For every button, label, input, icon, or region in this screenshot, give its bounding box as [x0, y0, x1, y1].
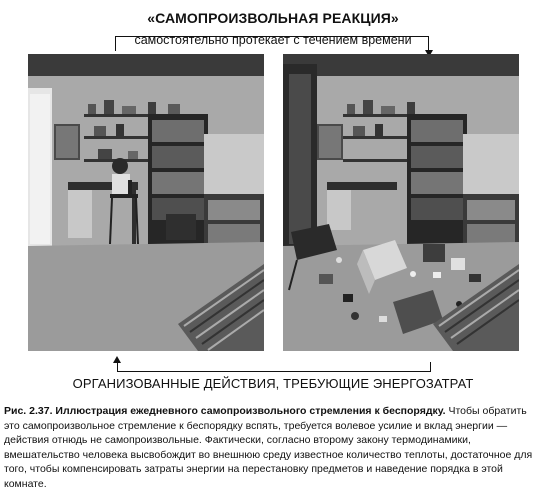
photo-messy-room [283, 54, 519, 351]
caption-lead: Рис. 2.37. Иллюстрация ежедневного самопроизвольного стремления к беспорядку. [4, 405, 446, 417]
photo-tidy-room [28, 54, 264, 351]
figure-top-subtitle: самостоятельно протекает с течением времени [134, 33, 412, 47]
figure-bottom-label: ОРГАНИЗОВАННЫЕ ДЕЙСТВИЯ, ТРЕБУЮЩИЕ ЭНЕРГОЗАТРАТ [72, 376, 474, 391]
caption-body: Чтобы обратить это самопроизвольное стремление к беспорядку вспять, требуется волевое усилие и вклад энергии — действия отнюдь не самопроизвольные. Фактически, согласно второму закону термодинамики, вмешательство человека высвобождит во внешнюю среду известное количество теплоты, достаточное для того, чтобы компенсировать затраты энергии на перестановку предметов и наведение порядка в этой комнате. [4, 405, 533, 490]
arrow-left-connector [117, 362, 431, 372]
figure-top-title: «САМОПРОИЗВОЛЬНАЯ РЕАКЦИЯ» [147, 10, 399, 26]
figure-caption [4, 404, 542, 492]
